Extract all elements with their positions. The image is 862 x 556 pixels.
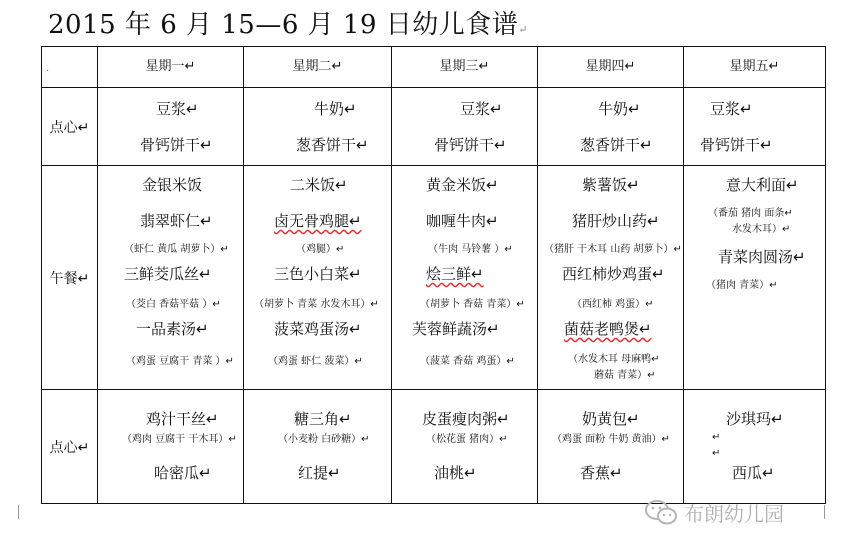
lunch-thu-4: （西红柿 鸡蛋）↵	[572, 299, 654, 310]
snack2-tue-0: 糖三角↵	[294, 410, 352, 428]
snack2-wed-0: 皮蛋瘦肉粥↵	[422, 410, 510, 428]
snack1-tue-b: 葱香饼干↵	[296, 136, 369, 154]
lunch-tue-5: 菠菜鸡蛋汤↵	[274, 320, 362, 338]
lunch-fri-2: 水发木耳）↵	[732, 224, 791, 235]
lunch-wed-6: （菠菜 香菇 鸡蛋）↵	[420, 356, 515, 367]
header-row	[42, 47, 826, 88]
menu-table	[41, 46, 826, 504]
snack2-mon-0: 鸡汁干丝↵	[146, 410, 219, 428]
header-thursday: 星期四↵	[538, 47, 684, 88]
lunch-mon-6: （鸡蛋 豆腐干 青菜 ）↵	[126, 356, 234, 367]
snack1-mon-b: 骨钙饼干↵	[140, 136, 213, 154]
snack1-row	[42, 88, 826, 166]
snack2-mon-1: （鸡肉 豆腐干 干木耳）↵	[122, 434, 237, 445]
lunch-wed-1: 咖喱牛肉↵	[426, 212, 499, 230]
lunch-tue-6: （鸡蛋 虾仁 菠菜）↵	[268, 356, 363, 367]
snack2-fri-1: ↵	[712, 432, 721, 443]
row-label-snack2: 点心↵	[42, 390, 98, 504]
lunch-tue-3: 三色小白菜↵	[274, 265, 362, 283]
watermark-text: 布朗幼儿园	[684, 502, 784, 526]
snack2-fri-3: 西瓜↵	[732, 464, 775, 482]
header-monday: 星期一↵	[98, 47, 244, 88]
page-title: 2015 年 6 月 15—6 月 19 日幼儿食谱↵	[48, 10, 528, 40]
snack1-thu-b: 葱香饼干↵	[580, 136, 653, 154]
snack1-fri-a: 豆浆↵	[710, 100, 753, 118]
lunch-mon-2: （虾仁 黄瓜 胡萝卜）↵	[124, 244, 229, 255]
snack1-mon-a: 豆浆↵	[156, 100, 199, 118]
snack2-wed-2: 油桃↵	[434, 464, 477, 482]
corner-cell: .	[42, 47, 98, 88]
lunch-fri-4: （猪肉 青菜）↵	[706, 280, 778, 291]
lunch-thu-6: （水发木耳 母麻鸭↵	[568, 354, 660, 365]
lunch-wed-0: 黄金米饭↵	[426, 176, 499, 194]
snack1-tue-a: 牛奶↵	[314, 100, 357, 118]
lunch-wed-2: （牛肉 马铃薯 ）↵	[428, 244, 513, 255]
lunch-tue-2: （鸡腿）↵	[296, 244, 345, 255]
row-label-lunch: 午餐↵	[42, 166, 98, 390]
snack2-row	[42, 390, 826, 504]
lunch-tue-0: 二米饭↵	[290, 176, 348, 194]
row-label-snack1: 点心↵	[42, 88, 98, 166]
snack2-thu-2: 香蕉↵	[580, 464, 623, 482]
watermark	[644, 498, 784, 527]
snack2-wed-1: （松花蛋 猪肉）↵	[426, 434, 508, 445]
header-tuesday: 星期二↵	[244, 47, 392, 88]
lunch-thu-5: 菌菇老鸭煲↵	[564, 320, 652, 338]
lunch-wed-4: （胡萝卜 香菇 青菜）↵	[420, 299, 525, 310]
margin-mark-right	[824, 505, 825, 519]
lunch-thu-7: 蘑菇 青菜）↵	[594, 370, 656, 381]
header-friday: 星期五↵	[684, 47, 826, 88]
lunch-mon-0: 金银米饭	[142, 176, 203, 194]
header-wednesday: 星期三↵	[392, 47, 538, 88]
wechat-icon	[644, 499, 678, 527]
snack1-wed-a: 豆浆↵	[460, 100, 503, 118]
lunch-fri-3: 青菜肉圆汤↵	[718, 248, 806, 266]
lunch-wed-3: 烩三鲜↵	[426, 265, 484, 283]
snack2-tue-1: （小麦粉 白砂糖）↵	[278, 434, 370, 445]
lunch-thu-0: 紫薯饭↵	[582, 176, 640, 194]
snack2-tue-2: 红提↵	[298, 464, 341, 482]
snack1-thu-a: 牛奶↵	[598, 100, 641, 118]
snack2-thu-1: （鸡蛋 面粉 牛奶 黄油）↵	[552, 434, 670, 445]
lunch-wed-5: 芙蓉鲜蔬汤↵	[412, 320, 500, 338]
margin-mark-left	[18, 505, 19, 519]
lunch-mon-5: 一品素汤↵	[136, 320, 209, 338]
lunch-row	[42, 166, 826, 390]
lunch-mon-3: 三鲜茭瓜丝↵	[124, 265, 212, 283]
snack2-thu-0: 奶黄包↵	[582, 410, 640, 428]
lunch-mon-1: 翡翠虾仁↵	[140, 212, 213, 230]
lunch-thu-3: 西红柿炒鸡蛋↵	[562, 265, 665, 283]
lunch-fri-1: （番茄 猪肉 面条↵	[708, 208, 793, 219]
snack2-mon-2: 哈密瓜↵	[154, 464, 212, 482]
lunch-fri-0: 意大利面↵	[726, 176, 799, 194]
snack1-fri-b: 骨钙饼干↵	[700, 136, 773, 154]
lunch-thu-1: 猪肝炒山药↵	[572, 212, 660, 230]
lunch-mon-4: （茭白 香菇平菇 ）↵	[126, 299, 221, 310]
snack2-fri-2: ↵	[712, 448, 721, 459]
lunch-thu-2: （猪肝 干木耳 山药 胡萝卜）↵	[544, 244, 682, 255]
snack2-fri-0: 沙琪玛↵	[726, 410, 784, 428]
snack1-wed-b: 骨钙饼干↵	[434, 136, 507, 154]
lunch-tue-4: （胡萝卜 青菜 水发木耳）↵	[254, 299, 379, 310]
lunch-tue-1: 卤无骨鸡腿↵	[274, 212, 362, 230]
